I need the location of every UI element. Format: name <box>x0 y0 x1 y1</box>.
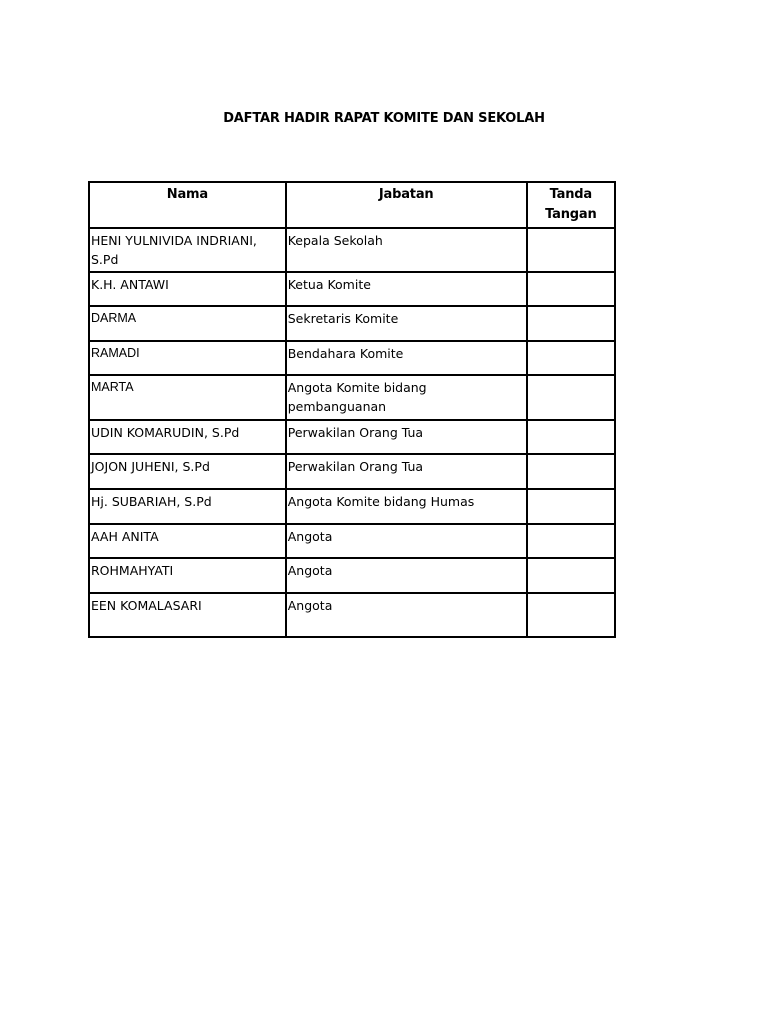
table-header-row <box>89 182 615 228</box>
header-signature-line2: Tangan <box>545 207 597 222</box>
cell-signature[interactable] <box>527 524 615 558</box>
cell-signature[interactable] <box>527 489 615 524</box>
table-row <box>89 524 615 558</box>
attendance-table <box>88 181 616 638</box>
cell-role: Kepala Sekolah <box>286 228 527 272</box>
header-name: Nama <box>89 182 286 228</box>
cell-name: UDIN KOMARUDIN, S.Pd <box>89 420 286 454</box>
cell-signature[interactable] <box>527 375 615 420</box>
cell-name: HENI YULNIVIDA INDRIANI, S.Pd <box>89 228 286 272</box>
table-row <box>89 489 615 524</box>
cell-role: Angota <box>286 593 527 637</box>
cell-signature[interactable] <box>527 272 615 306</box>
table-row <box>89 420 615 454</box>
cell-name: RAMADI <box>89 341 286 375</box>
document-title: DAFTAR HADIR RAPAT KOMITE DAN SEKOLAH <box>223 111 545 126</box>
cell-role: Angota Komite bidang pembanguanan <box>286 375 527 420</box>
cell-name: K.H. ANTAWI <box>89 272 286 306</box>
table-row <box>89 375 615 420</box>
cell-name: EEN KOMALASARI <box>89 593 286 637</box>
table-row <box>89 593 615 637</box>
cell-role: Perwakilan Orang Tua <box>286 454 527 489</box>
cell-role: Angota Komite bidang Humas <box>286 489 527 524</box>
cell-role: Angota <box>286 558 527 593</box>
header-signature-line1: Tanda <box>549 187 592 202</box>
cell-role: Ketua Komite <box>286 272 527 306</box>
header-role: Jabatan <box>286 182 527 228</box>
table-row <box>89 558 615 593</box>
table-row <box>89 272 615 306</box>
table-row <box>89 306 615 341</box>
cell-role: Perwakilan Orang Tua <box>286 420 527 454</box>
cell-signature[interactable] <box>527 341 615 375</box>
table-row <box>89 228 615 272</box>
cell-name: MARTA <box>89 375 286 420</box>
cell-signature[interactable] <box>527 306 615 341</box>
cell-name: ROHMAHYATI <box>89 558 286 593</box>
cell-name: AAH ANITA <box>89 524 286 558</box>
cell-signature[interactable] <box>527 558 615 593</box>
cell-role: Angota <box>286 524 527 558</box>
table-row <box>89 454 615 489</box>
cell-role: Sekretaris Komite <box>286 306 527 341</box>
cell-name: Hj. SUBARIAH, S.Pd <box>89 489 286 524</box>
cell-signature[interactable] <box>527 420 615 454</box>
cell-role: Bendahara Komite <box>286 341 527 375</box>
cell-signature[interactable] <box>527 454 615 489</box>
cell-name: DARMA <box>89 306 286 341</box>
cell-name: JOJON JUHENI, S.Pd <box>89 454 286 489</box>
header-signature <box>527 182 615 228</box>
cell-signature[interactable] <box>527 228 615 272</box>
cell-signature[interactable] <box>527 593 615 637</box>
table-row <box>89 341 615 375</box>
